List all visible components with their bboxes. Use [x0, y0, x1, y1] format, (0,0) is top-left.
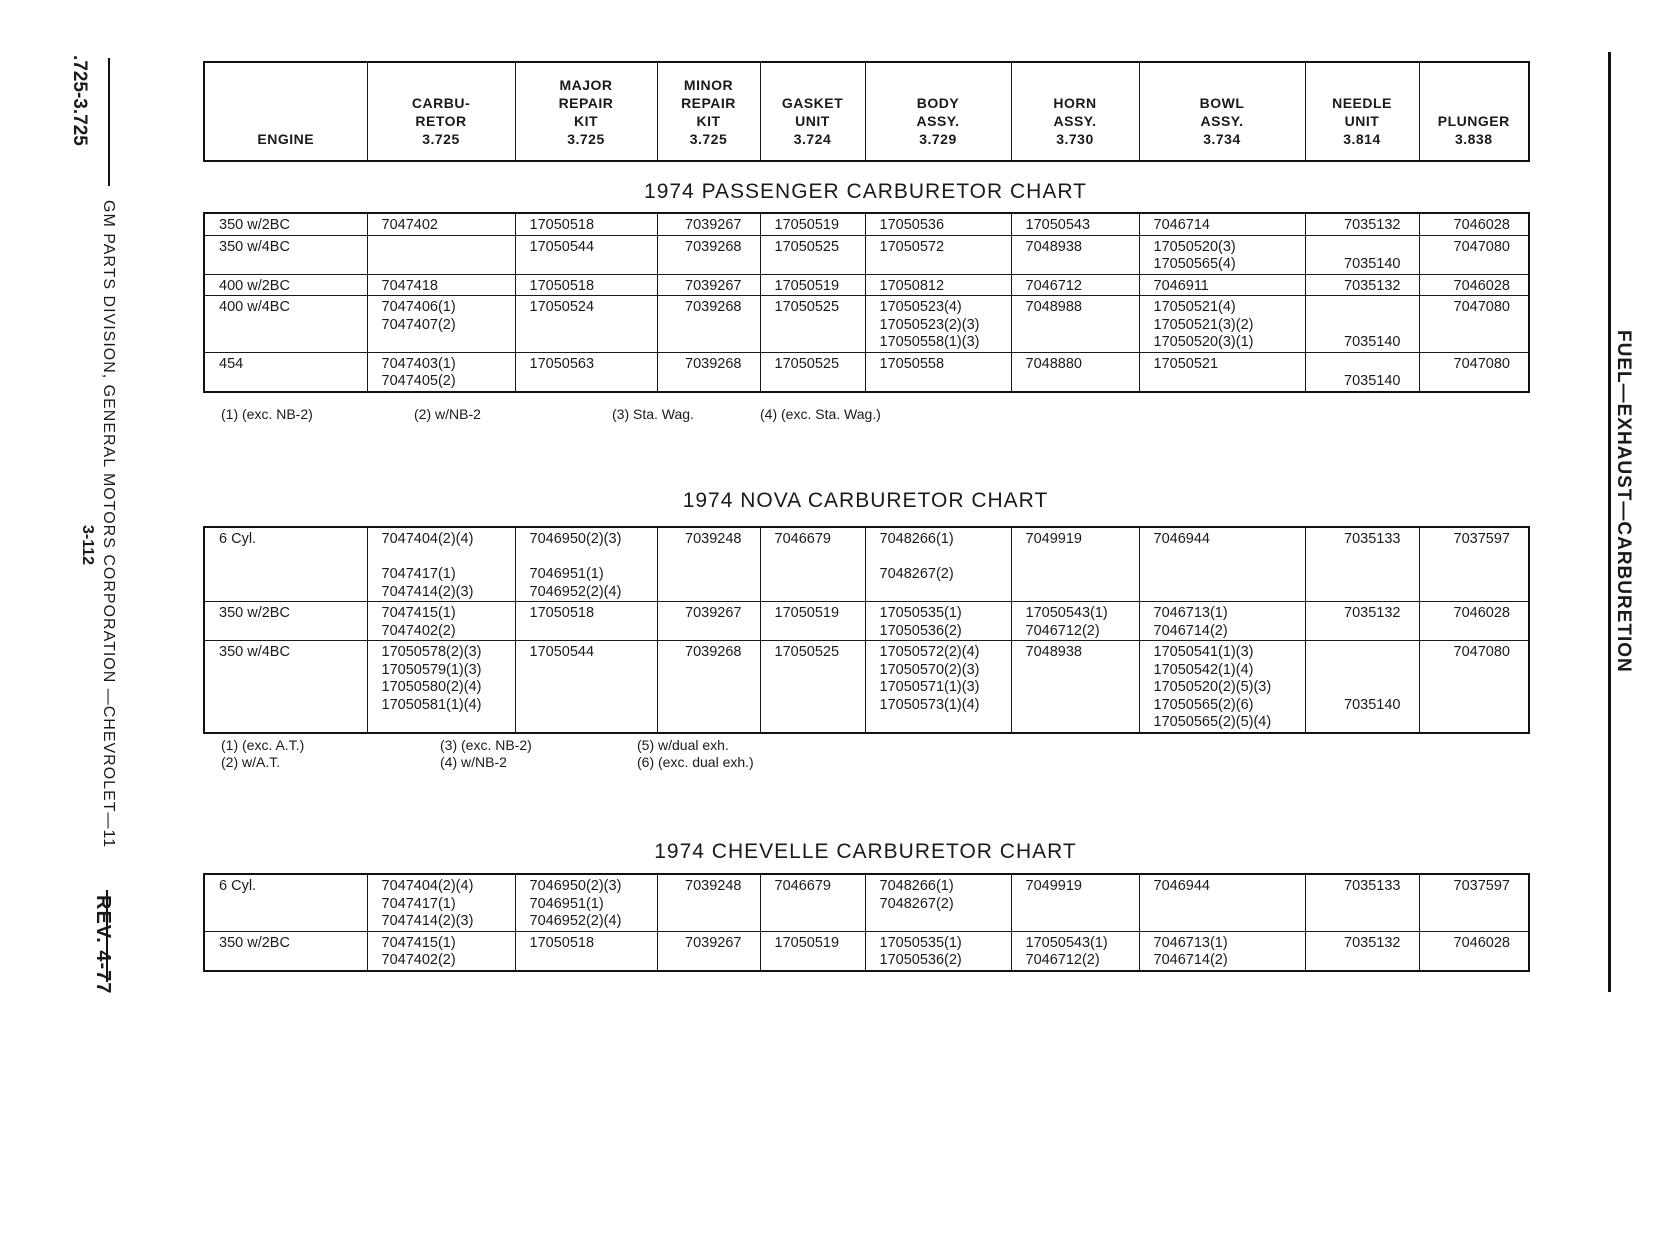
cell-plunger: 7037597: [1419, 527, 1529, 602]
cell-carburetor: 7047404(2)(4) 7047417(1) 7047414(2)(3): [367, 874, 515, 931]
cell-major-repair-kit: 17050524: [515, 296, 657, 353]
table-row: [204, 874, 1529, 931]
header-major-repair-kit: MAJOR REPAIR KIT 3.725: [515, 62, 657, 161]
nova-chart-title: 1974 NOVA CARBURETOR CHART: [682, 489, 1049, 512]
cell-needle-unit: 7035132: [1305, 274, 1419, 296]
cell-bowl-assy: 7046713(1) 7046714(2): [1139, 931, 1305, 971]
cell-bowl-assy: 7046944: [1139, 527, 1305, 602]
cell-gasket-unit: 17050519: [760, 213, 865, 235]
passenger-chart-title: 1974 PASSENGER CARBURETOR CHART: [644, 180, 1087, 203]
cell-plunger: 7047080: [1419, 296, 1529, 353]
cell-minor-repair-kit: 7039268: [657, 296, 760, 353]
cell-carburetor: 7047406(1) 7047407(2): [367, 296, 515, 353]
cell-needle-unit: 7035132: [1305, 931, 1419, 971]
table-row: [204, 602, 1529, 641]
passenger-footnote-3: (3) Sta. Wag.: [612, 406, 694, 422]
cell-gasket-unit: 17050525: [760, 352, 865, 392]
cell-bowl-assy: 17050520(3) 17050565(4): [1139, 235, 1305, 274]
header-carburetor: CARBU- RETOR 3.725: [367, 62, 515, 161]
cell-gasket-unit: 17050519: [760, 274, 865, 296]
cell-major-repair-kit: 7046950(2)(3) 7046951(1) 7046952(2)(4): [515, 874, 657, 931]
table-row: [204, 296, 1529, 353]
table-row: [204, 931, 1529, 971]
cell-carburetor: 17050578(2)(3) 17050579(1)(3) 17050580(2)(4) 17050581(1)(4): [367, 641, 515, 733]
cell-horn-assy: 7046712: [1011, 274, 1139, 296]
nova-footnote-1: (1) (exc. A.T.): [221, 737, 305, 753]
cell-minor-repair-kit: 7039268: [657, 235, 760, 274]
cell-engine: 350 w/2BC: [204, 602, 367, 641]
cell-engine: 400 w/2BC: [204, 274, 367, 296]
cell-carburetor: 7047403(1) 7047405(2): [367, 352, 515, 392]
header-plunger: PLUNGER 3.838: [1419, 62, 1529, 161]
cell-body-assy: 17050535(1) 17050536(2): [865, 602, 1011, 641]
cell-horn-assy: 7048988: [1011, 296, 1139, 353]
cell-bowl-assy: 17050521: [1139, 352, 1305, 392]
cell-horn-assy: 7048938: [1011, 641, 1139, 733]
cell-body-assy: 17050536: [865, 213, 1011, 235]
cell-major-repair-kit: 17050544: [515, 641, 657, 733]
cell-carburetor: 7047418: [367, 274, 515, 296]
revision-label: REV. 4-77: [92, 895, 114, 995]
table-row: [204, 274, 1529, 296]
publisher-line: GM PARTS DIVISION, GENERAL MOTORS CORPORATION —CHEVROLET—11: [100, 200, 117, 849]
header-gasket-unit: GASKET UNIT 3.724: [760, 62, 865, 161]
cell-engine: 350 w/2BC: [204, 213, 367, 235]
cell-horn-assy: 7048938: [1011, 235, 1139, 274]
cell-plunger: 7047080: [1419, 235, 1529, 274]
nova-footnote-3: (3) (exc. NB-2): [440, 737, 532, 753]
nova-table: [203, 526, 1530, 734]
cell-horn-assy: 7048880: [1011, 352, 1139, 392]
nova-footnote-6: (6) (exc. dual exh.): [637, 754, 754, 770]
section-range-label: .725-3.725: [69, 55, 90, 146]
chevelle-chart-title: 1974 CHEVELLE CARBURETOR CHART: [654, 840, 1077, 863]
cell-plunger: 7046028: [1419, 274, 1529, 296]
cell-engine: 350 w/4BC: [204, 641, 367, 733]
cell-needle-unit: 7035140: [1305, 296, 1419, 353]
cell-plunger: 7037597: [1419, 874, 1529, 931]
cell-carburetor: 7047404(2)(4) 7047417(1) 7047414(2)(3): [367, 527, 515, 602]
cell-engine: 350 w/4BC: [204, 235, 367, 274]
cell-minor-repair-kit: 7039267: [657, 274, 760, 296]
cell-horn-assy: 7049919: [1011, 874, 1139, 931]
cell-bowl-assy: 7046713(1) 7046714(2): [1139, 602, 1305, 641]
header-minor-repair-kit: MINOR REPAIR KIT 3.725: [657, 62, 760, 161]
cell-bowl-assy: 17050541(1)(3) 17050542(1)(4) 17050520(2)(5)(3) 17050565(2)(6) 17050565(2)(5)(4): [1139, 641, 1305, 733]
cell-horn-assy: 17050543: [1011, 213, 1139, 235]
cell-horn-assy: 7049919: [1011, 527, 1139, 602]
cell-bowl-assy: 17050521(4) 17050521(3)(2) 17050520(3)(1): [1139, 296, 1305, 353]
cell-body-assy: 17050812: [865, 274, 1011, 296]
cell-minor-repair-kit: 7039267: [657, 213, 760, 235]
cell-major-repair-kit: 17050518: [515, 602, 657, 641]
cell-needle-unit: 7035140: [1305, 352, 1419, 392]
cell-plunger: 7046028: [1419, 931, 1529, 971]
table-row: [204, 352, 1529, 392]
table-row: [204, 641, 1529, 733]
cell-engine: 400 w/4BC: [204, 296, 367, 353]
header-body-assy: BODY ASSY. 3.729: [865, 62, 1011, 161]
cell-plunger: 7047080: [1419, 352, 1529, 392]
cell-body-assy: 17050572(2)(4) 17050570(2)(3) 17050571(1)(3) 17050573(1)(4): [865, 641, 1011, 733]
cell-bowl-assy: 7046911: [1139, 274, 1305, 296]
cell-carburetor: 7047415(1) 7047402(2): [367, 602, 515, 641]
cell-body-assy: 17050572: [865, 235, 1011, 274]
cell-carburetor: 7047415(1) 7047402(2): [367, 931, 515, 971]
cell-minor-repair-kit: 7039268: [657, 641, 760, 733]
cell-body-assy: 7048266(1) 7048267(2): [865, 874, 1011, 931]
cell-major-repair-kit: 17050544: [515, 235, 657, 274]
cell-plunger: 7047080: [1419, 641, 1529, 733]
header-row: [204, 62, 1529, 161]
passenger-footnote-4: (4) (exc. Sta. Wag.): [760, 406, 881, 422]
cell-major-repair-kit: 17050518: [515, 274, 657, 296]
chapter-title: FUEL—EXHAUST—CARBURETION: [1613, 330, 1634, 673]
cell-gasket-unit: 17050525: [760, 641, 865, 733]
header-engine: ENGINE: [204, 62, 367, 161]
nova-footnote-4: (4) w/NB-2: [440, 754, 507, 770]
cell-needle-unit: 7035133: [1305, 874, 1419, 931]
cell-carburetor: 7047402: [367, 213, 515, 235]
cell-engine: 6 Cyl.: [204, 874, 367, 931]
passenger-footnote-1: (1) (exc. NB-2): [221, 406, 313, 422]
cell-body-assy: 17050535(1) 17050536(2): [865, 931, 1011, 971]
cell-plunger: 7046028: [1419, 213, 1529, 235]
table-row: [204, 527, 1529, 602]
cell-body-assy: 17050558: [865, 352, 1011, 392]
cell-bowl-assy: 7046714: [1139, 213, 1305, 235]
cell-needle-unit: 7035140: [1305, 235, 1419, 274]
cell-body-assy: 7048266(1) 7048267(2): [865, 527, 1011, 602]
cell-gasket-unit: 17050525: [760, 296, 865, 353]
cell-engine: 350 w/2BC: [204, 931, 367, 971]
cell-plunger: 7046028: [1419, 602, 1529, 641]
cell-minor-repair-kit: 7039267: [657, 602, 760, 641]
passenger-table: [203, 212, 1530, 393]
table-row: [204, 213, 1529, 235]
cell-major-repair-kit: 17050518: [515, 213, 657, 235]
cell-engine: 454: [204, 352, 367, 392]
cell-needle-unit: 7035132: [1305, 213, 1419, 235]
cell-minor-repair-kit: 7039267: [657, 931, 760, 971]
cell-gasket-unit: 17050519: [760, 931, 865, 971]
cell-needle-unit: 7035140: [1305, 641, 1419, 733]
cell-major-repair-kit: 7046950(2)(3) 7046951(1) 7046952(2)(4): [515, 527, 657, 602]
header-bowl-assy: BOWL ASSY. 3.734: [1139, 62, 1305, 161]
cell-engine: 6 Cyl.: [204, 527, 367, 602]
cell-major-repair-kit: 17050518: [515, 931, 657, 971]
margin-rule-right: [1608, 52, 1611, 992]
cell-horn-assy: 17050543(1) 7046712(2): [1011, 931, 1139, 971]
cell-minor-repair-kit: 7039268: [657, 352, 760, 392]
cell-needle-unit: 7035132: [1305, 602, 1419, 641]
cell-bowl-assy: 7046944: [1139, 874, 1305, 931]
cell-body-assy: 17050523(4) 17050523(2)(3) 17050558(1)(3): [865, 296, 1011, 353]
cell-carburetor: [367, 235, 515, 274]
chevelle-table: [203, 873, 1530, 972]
margin-rule-left-top: [108, 58, 110, 186]
passenger-footnote-2: (2) w/NB-2: [414, 406, 481, 422]
cell-gasket-unit: 7046679: [760, 527, 865, 602]
cell-horn-assy: 17050543(1) 7046712(2): [1011, 602, 1139, 641]
page-number: 3-112: [79, 525, 96, 566]
cell-gasket-unit: 7046679: [760, 874, 865, 931]
nova-footnote-2: (2) w/A.T.: [221, 754, 281, 770]
nova-footnote-5: (5) w/dual exh.: [637, 737, 729, 753]
header-horn-assy: HORN ASSY. 3.730: [1011, 62, 1139, 161]
cell-gasket-unit: 17050525: [760, 235, 865, 274]
cell-needle-unit: 7035133: [1305, 527, 1419, 602]
header-needle-unit: NEEDLE UNIT 3.814: [1305, 62, 1419, 161]
cell-gasket-unit: 17050519: [760, 602, 865, 641]
column-header-table: [203, 61, 1530, 162]
cell-minor-repair-kit: 7039248: [657, 527, 760, 602]
cell-major-repair-kit: 17050563: [515, 352, 657, 392]
cell-minor-repair-kit: 7039248: [657, 874, 760, 931]
table-row: [204, 235, 1529, 274]
